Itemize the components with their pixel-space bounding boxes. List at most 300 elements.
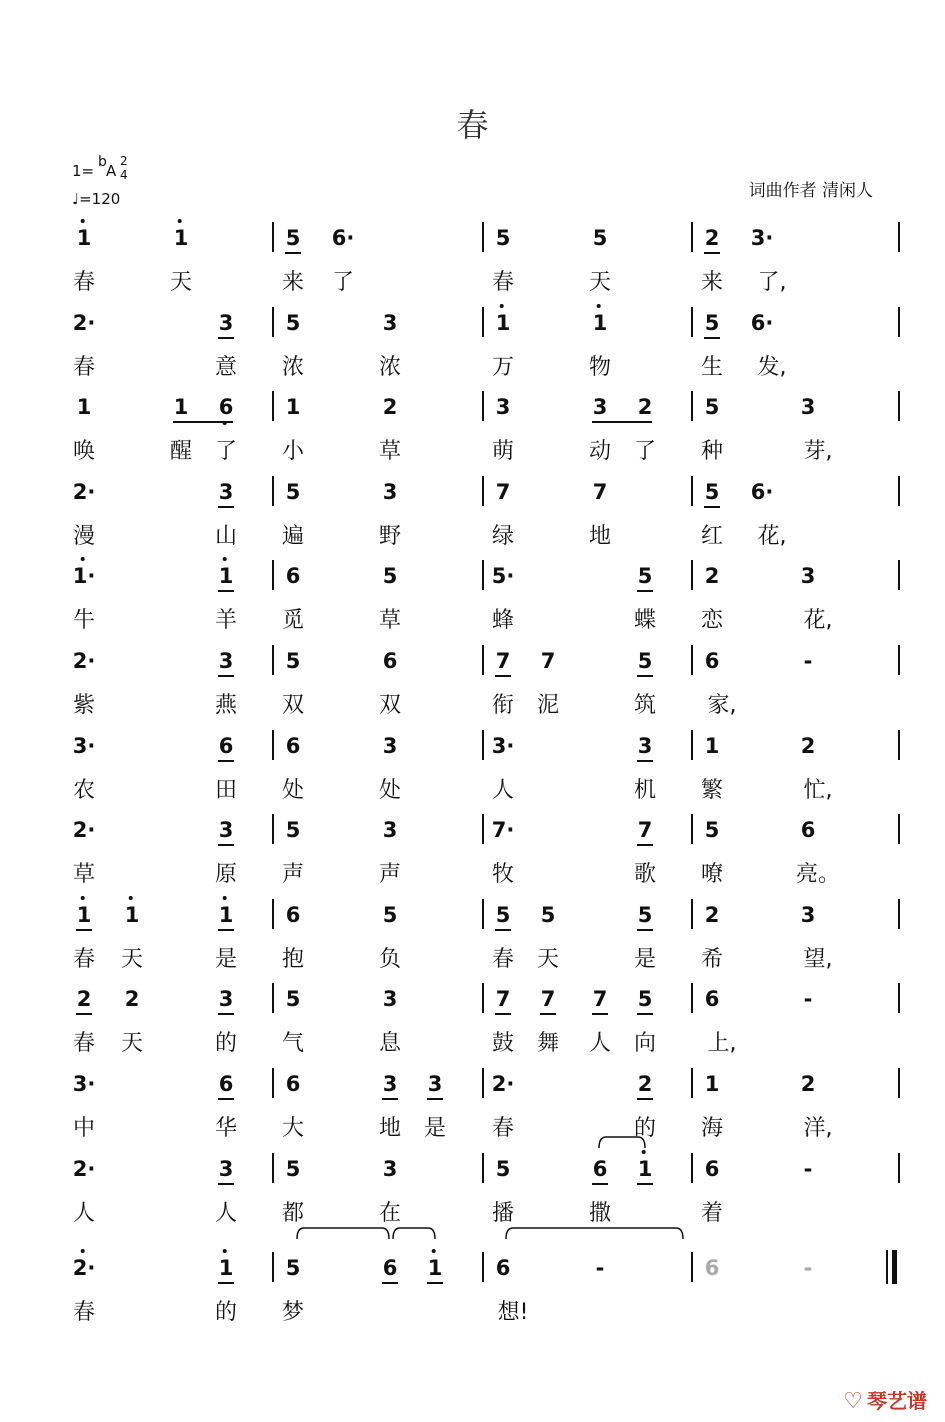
note: 1 [77,903,92,927]
note: 5 [285,649,301,673]
barline [482,983,484,1013]
note: 1 [593,311,608,335]
barline [482,899,484,929]
note: 2· [491,1072,515,1096]
barline [482,222,484,252]
note: 5 [592,226,608,250]
note: 6 [704,1156,720,1181]
note: 2 [704,902,720,927]
eighth-underline [218,1013,234,1015]
high-octave-dot [129,896,133,900]
watermark-text: 琴艺谱 [867,1389,927,1413]
barline [898,814,900,844]
barline [272,222,274,252]
lyric-syllable: 是 [633,946,657,972]
note: 7 [592,479,608,504]
barline [898,222,900,252]
lyric-syllable: 春 [72,1031,96,1057]
lyric-syllable: 天 [120,1031,144,1057]
barline [898,560,900,590]
lyric-syllable: 中 [72,1116,96,1141]
note: 5 [637,987,653,1012]
note: 3· [72,1072,96,1096]
note: 2 [800,1072,816,1096]
note: 3 [382,479,398,504]
lyric-syllable: 春 [72,1300,96,1326]
note: 6 [285,902,301,927]
note: 1 [704,733,720,758]
note: 5 [285,226,301,250]
slur-arc [598,1135,646,1149]
lyric-syllable: 息 [378,1031,402,1057]
high-octave-dot [81,557,85,561]
eighth-underline [285,252,301,254]
note: 1· [73,564,96,588]
lyric-syllable: 田 [214,777,238,803]
note: 6 [592,1156,608,1181]
note: 2 [800,733,816,758]
lyric-syllable: 双 [378,693,402,718]
eighth-underline [637,1183,653,1185]
barline [272,307,274,337]
eighth-underline [704,252,720,254]
note: 1 [704,1072,720,1096]
lyric-syllable: 萌 [491,439,515,465]
barline [691,476,693,506]
note: 2 [76,987,92,1012]
lyric-syllable: 泥 [536,693,560,718]
dash-extension: - [595,1256,605,1281]
note: 5 [285,1256,301,1281]
lyric-syllable: 的 [214,1031,238,1057]
note: 2 [704,226,720,250]
lyric-syllable: 野 [378,523,402,549]
lyric-syllable: 了 [633,439,657,465]
dash-extension: - [803,1256,813,1281]
note: 3 [218,818,234,843]
note: 6 [285,564,301,589]
barline [482,1068,484,1098]
eighth-underline [592,421,652,423]
lyric-syllable: 农 [72,777,96,803]
eighth-underline [540,1013,556,1015]
barline [691,222,693,252]
lyric-syllable: 花, [757,523,787,549]
lyric-syllable: 筑 [633,693,657,718]
note: 1 [219,1256,234,1280]
eighth-underline [218,1282,234,1284]
lyric-syllable: 浓 [378,354,402,380]
lyric-syllable: 播 [491,1200,515,1226]
barline [691,560,693,590]
barline [898,391,900,421]
lyric-syllable: 了, [757,270,787,295]
note: 2· [72,310,96,335]
lyric-syllable: 梦 [281,1300,305,1326]
barline [272,983,274,1013]
note: 5 [285,818,301,843]
note: 3 [218,649,234,673]
lyric-syllable: 生 [700,354,724,380]
note: 3 [382,1156,398,1181]
time-denominator: 4 [120,168,128,182]
final-barline-thin [886,1250,888,1284]
lyric-syllable: 春 [491,1116,515,1141]
note: 2 [637,1072,653,1096]
note: 5 [704,479,720,504]
eighth-underline [637,1013,653,1015]
note: 7 [540,987,556,1012]
eighth-underline [427,1282,443,1284]
lyric-syllable: 物 [588,354,612,380]
note: 1 [125,903,140,927]
barline [691,1153,693,1183]
barline [898,1153,900,1183]
note: 1 [173,395,189,420]
barline [272,645,274,675]
note: 1 [496,311,511,335]
lyric-syllable: 来 [281,270,305,295]
lyric-syllable: 恋 [700,608,724,634]
lyric-syllable: 紫 [72,693,96,718]
eighth-underline [637,760,653,762]
lyric-syllable: 海 [700,1116,724,1141]
barline [898,476,900,506]
time-signature [120,154,128,182]
lyric-syllable: 草 [378,439,402,465]
high-octave-dot [500,304,504,308]
note: 6 [218,1072,234,1096]
lyric-syllable: 万 [491,354,515,380]
note: 3 [382,310,398,335]
note: 3 [382,987,398,1012]
note: 1 [77,226,92,250]
eighth-underline [218,844,234,846]
lyric-syllable: 亮。 [795,862,841,888]
barline [898,899,900,929]
lyric-syllable: 蝶 [633,608,657,634]
lyric-syllable: 的 [633,1116,657,1141]
quarter-note-icon: ♩ [72,190,80,208]
lyric-syllable: 鼓 [491,1031,515,1057]
note: 5 [704,818,720,843]
dash-extension: - [803,987,813,1012]
note: 5 [285,310,301,335]
note: 1 [219,903,234,927]
dash-extension: - [803,649,813,673]
note: 3· [750,226,774,250]
lyric-syllable: 花, [803,608,833,634]
lyric-syllable: 人 [491,777,515,803]
lyric-syllable: 绿 [491,523,515,549]
note: 3 [800,902,816,927]
lyric-syllable: 繁 [700,777,724,803]
low-octave-dot [223,421,227,425]
note: 2 [382,395,398,420]
barline [691,645,693,675]
eighth-underline [218,506,234,508]
eighth-underline [592,1183,608,1185]
barline [691,814,693,844]
dash-extension: - [803,1156,813,1181]
lyric-syllable: 想! [497,1300,529,1326]
barline [272,1068,274,1098]
lyric-syllable: 歌 [633,862,657,888]
barline [482,476,484,506]
eighth-underline [76,929,92,931]
eighth-underline [637,590,653,592]
barline [691,730,693,760]
note: 3· [72,733,96,758]
high-octave-dot [642,1150,646,1154]
lyric-syllable: 希 [700,946,724,972]
slur-arc [392,1226,436,1240]
lyric-syllable: 声 [378,862,402,888]
slur-arc [296,1226,390,1240]
note: 6 [800,818,816,843]
eighth-underline [427,1098,443,1100]
note: 3 [592,395,608,420]
lyric-syllable: 芽, [803,439,833,465]
lyric-syllable: 了 [331,270,355,295]
barline [272,391,274,421]
note: 5· [491,564,515,589]
barline [898,645,900,675]
song-title: 春 [456,106,489,144]
lyric-syllable: 都 [281,1200,305,1226]
eighth-underline [218,675,234,677]
logo-icon: ♡ [843,1389,863,1414]
lyric-syllable: 小 [281,439,305,465]
composer-credit: 词曲作者 清闲人 [748,181,873,201]
eighth-underline [495,929,511,931]
note: 6 [382,1256,398,1281]
note: 2 [124,987,140,1012]
tempo-value: =120 [79,190,121,208]
note: 6 [704,649,720,673]
lyric-syllable: 双 [281,693,305,718]
barline [272,814,274,844]
barline [691,899,693,929]
note: 6· [750,310,774,335]
note: 3 [218,479,234,504]
lyric-syllable: 的 [214,1300,238,1326]
final-barline [892,1250,897,1284]
lyric-syllable: 漫 [72,523,96,549]
lyric-syllable: 春 [491,946,515,972]
note: 1 [174,226,189,250]
lyric-syllable: 牛 [72,608,96,634]
lyric-syllable: 草 [378,608,402,634]
lyric-syllable: 声 [281,862,305,888]
lyric-syllable: 燕 [214,693,238,718]
note: 6 [219,395,234,419]
barline [898,307,900,337]
lyric-syllable: 红 [700,523,724,549]
lyric-syllable: 舞 [536,1031,560,1057]
eighth-underline [637,675,653,677]
time-numerator: 2 [120,154,128,168]
lyric-syllable: 撒 [588,1200,612,1226]
lyric-syllable: 山 [214,523,238,549]
barline [898,1068,900,1098]
note: 5 [637,564,653,589]
eighth-underline [76,1013,92,1015]
lyric-syllable: 家, [707,693,737,718]
lyric-syllable: 春 [491,270,515,295]
key-one: 1= [72,162,95,180]
note: 2 [637,395,653,420]
lyric-syllable: 了 [214,439,238,465]
note: 3 [382,818,398,843]
lyric-syllable: 上, [707,1031,737,1057]
note: 5 [637,902,653,927]
lyric-syllable: 天 [169,270,193,295]
lyric-syllable: 忙, [803,777,833,803]
high-octave-dot [81,896,85,900]
note: 2· [73,1256,96,1280]
note: 2· [72,649,96,673]
lyric-syllable: 来 [700,270,724,295]
note: 6 [285,1072,301,1096]
note: 1 [285,395,301,420]
lyric-syllable: 向 [633,1031,657,1057]
eighth-underline [382,1282,398,1284]
lyric-syllable: 春 [72,946,96,972]
eighth-underline [704,337,720,339]
note: 6 [704,1256,720,1281]
eighth-underline [218,1098,234,1100]
lyric-syllable: 天 [120,946,144,972]
note: 5 [285,1156,301,1181]
lyric-syllable: 蜂 [491,608,515,634]
lyric-syllable: 地 [588,523,612,549]
eighth-underline [592,1013,608,1015]
note: 3 [218,1156,234,1181]
note: 2· [72,1156,96,1181]
lyric-syllable: 处 [281,777,305,803]
lyric-syllable: 气 [281,1031,305,1057]
note: 7 [495,479,511,504]
note: 3 [382,733,398,758]
high-octave-dot [223,557,227,561]
lyric-syllable: 羊 [214,608,238,634]
high-octave-dot [178,219,182,223]
tempo-marking [72,190,120,208]
note: 1 [428,1256,443,1280]
high-octave-dot [81,219,85,223]
note: 5 [704,395,720,420]
barline [272,476,274,506]
lyric-syllable: 人 [214,1200,238,1226]
barline [691,391,693,421]
lyric-syllable: 人 [72,1200,96,1226]
barline [691,307,693,337]
note: 7 [540,649,556,673]
lyric-syllable: 大 [281,1116,305,1141]
note: 5 [382,902,398,927]
barline [482,730,484,760]
note: 2· [72,479,96,504]
barline [272,730,274,760]
high-octave-dot [597,304,601,308]
barline [691,1068,693,1098]
barline [272,560,274,590]
barline [691,1252,693,1282]
lyric-syllable: 衔 [491,693,515,718]
note: 6 [495,1256,511,1281]
lyric-syllable: 动 [588,439,612,465]
note: 3 [382,1072,398,1096]
lyric-syllable: 春 [72,270,96,295]
eighth-underline [382,1098,398,1100]
note: 5 [285,479,301,504]
high-octave-dot [81,1249,85,1253]
lyric-syllable: 地 [378,1116,402,1141]
high-octave-dot [432,1249,436,1253]
eighth-underline [704,506,720,508]
lyric-syllable: 意 [214,354,238,380]
lyric-syllable: 抱 [281,946,305,972]
lyric-syllable: 在 [378,1200,402,1226]
note: 6 [382,649,398,673]
lyric-syllable: 唤 [72,439,96,465]
note: 3 [218,987,234,1012]
eighth-underline [218,929,234,931]
eighth-underline [218,590,234,592]
note: 6· [331,226,355,250]
barline [482,1252,484,1282]
high-octave-dot [223,896,227,900]
barline [898,983,900,1013]
note: 3 [495,395,511,420]
note: 6 [285,733,301,758]
lyric-syllable: 洋, [803,1116,833,1141]
eighth-underline [637,929,653,931]
note: 2 [704,564,720,589]
flat-sign: b [98,154,107,170]
lyric-syllable: 是 [214,946,238,972]
lyric-syllable: 人 [588,1031,612,1057]
note: 2· [72,818,96,843]
note: 7 [495,987,511,1012]
note: 5 [540,902,556,927]
lyric-syllable: 天 [588,270,612,295]
note: 3 [218,310,234,335]
lyric-syllable: 原 [214,862,238,888]
note: 6· [750,479,774,504]
note: 5 [637,649,653,673]
watermark-logo [843,1385,927,1414]
barline [482,560,484,590]
lyric-syllable: 觅 [281,608,305,634]
lyric-syllable: 机 [633,777,657,803]
note: 6 [218,733,234,758]
note: 1 [76,395,92,420]
eighth-underline [495,675,511,677]
lyric-syllable: 春 [72,354,96,380]
note: 3 [637,733,653,758]
lyric-syllable: 草 [72,862,96,888]
barline [482,391,484,421]
lyric-syllable: 负 [378,946,402,972]
note: 1 [219,564,234,588]
lyric-syllable: 嘹 [700,862,724,888]
lyric-syllable: 浓 [281,354,305,380]
barline [482,1153,484,1183]
note: 5 [495,1156,511,1181]
eighth-underline [218,760,234,762]
